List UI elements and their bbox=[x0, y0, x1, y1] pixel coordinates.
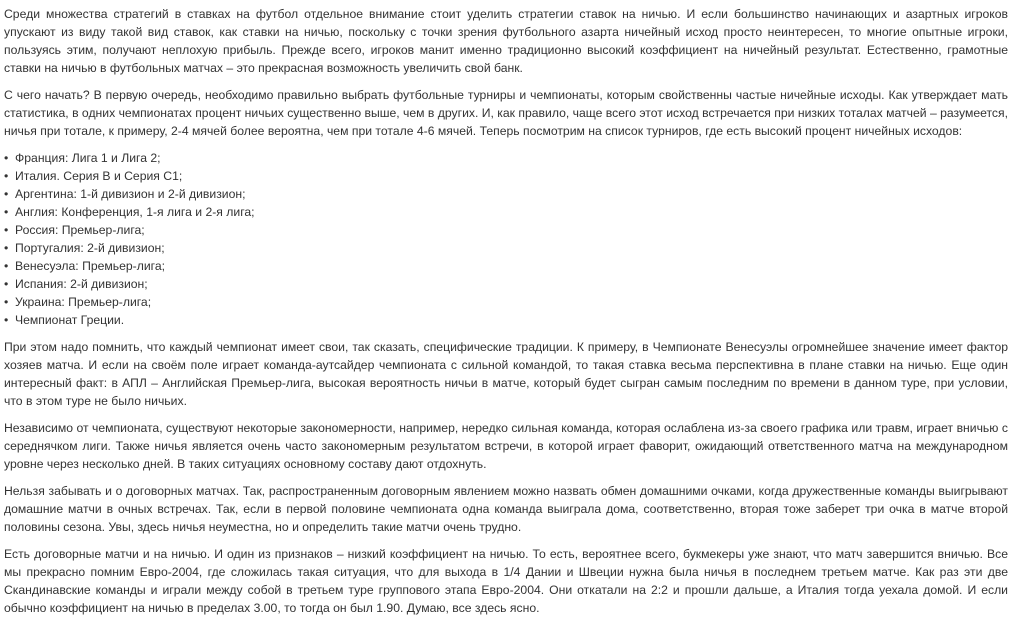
bullet-icon: • bbox=[4, 187, 9, 201]
bullet-icon: • bbox=[4, 295, 9, 309]
list-item-text: Англия: Конференция, 1-я лига и 2-я лига; bbox=[15, 205, 255, 219]
bullet-icon: • bbox=[4, 313, 9, 327]
list-item bbox=[4, 185, 1008, 203]
list-item-text: Украина: Премьер-лига; bbox=[15, 295, 152, 309]
list-item-text: Франция: Лига 1 и Лига 2; bbox=[15, 151, 161, 165]
traditions-paragraph: При этом надо помнить, что каждый чемпионат имеет свои, так сказать, специфические традиции. К примеру, в Чемпионате Венесуэлы огромнейшее значение имеет фактор хозяев матча. И если на своём поле играет команда-аутсайдер чемпионата с сильной командой, то такая ставка весьма перспективна в плане ставки на ничью. Еще один интересный факт: в АПЛ – Английская Премьер-лига, высокая вероятность ничьи в матче, который будет сыгран самым последним по времени в данном туре, при условии, что в этом туре не было ничьих. bbox=[4, 340, 1008, 408]
fixed-matches-paragraph: Нельзя забывать и о договорных матчах. Так, распространенным договорным явлением можно назвать обмен домашними очками, когда дружественные команды выигрывают домашние матчи в очных встречах. Так, если в первой половине чемпионата одна команда выиграла дома, соответственно, вторая тоже заберет три очка в матче второй половины сезона. Увы, здесь ничья неуместна, но и определить такие матчи очень трудно. bbox=[4, 484, 1008, 534]
list-item-text: Венесуэла: Премьер-лига; bbox=[15, 259, 165, 273]
list-item bbox=[4, 275, 1008, 293]
bullet-icon: • bbox=[4, 223, 9, 237]
list-item-text: Чемпионат Греции. bbox=[15, 313, 125, 327]
bullet-icon: • bbox=[4, 259, 9, 273]
list-item bbox=[4, 221, 1008, 239]
intro-paragraph: Среди множества стратегий в ставках на футбол отдельное внимание стоит уделить стратегии ставок на ничью. И если большинство начинающих и азартных игроков упускают из виду такой вид ставок, как ставки на ничью, поскольку с точки зрения футбольного азарта ничейный исход просто неинтересен, то многие опытные игроки, пользуясь этим, получают неплохую прибыль. Прежде всего, игроков манит именно традиционно высокий коэффициент на ничейный результат. Естественно, грамотные ставки на ничью в футбольных матчах – это прекрасная возможность увеличить свой банк. bbox=[4, 7, 1008, 75]
list-item-text: Россия: Премьер-лига; bbox=[15, 223, 145, 237]
list-item-text: Португалия: 2-й дивизион; bbox=[15, 241, 165, 255]
how-to-start-paragraph: С чего начать? В первую очередь, необходимо правильно выбрать футбольные турниры и чемпионаты, которым свойственны частые ничейные исходы. Как утверждает мать статистика, в одних чемпионатах процент ничьих существенно выше, чем в других. И, как правило, чаще всего этот исход встречается при низких тоталах матчей – разумеется, ничья при тотале, к примеру, 2-4 мячей более вероятна, чем при тотале 4-6 мячей. Теперь посмотрим на список турниров, где есть высокий процент ничейных исходов: bbox=[4, 88, 1008, 138]
bullet-icon: • bbox=[4, 151, 9, 165]
list-item bbox=[4, 311, 1008, 329]
list-item-text: Италия. Серия В и Серия С1; bbox=[15, 169, 183, 183]
draw-fixed-matches-paragraph: Есть договорные матчи и на ничью. И один из признаков – низкий коэффициент на ничью. То есть, вероятнее всего, букмекеры уже знают, что матч завершится вничью. Все мы прекрасно помним Евро-2004, где сложилась такая ситуация, что для выхода в 1/4 Дании и Швеции нужна была ничья в последнем третьем матче. Как раз эти две Скандинавские команды и играли между собой в третьем туре группового этапа Евро-2004. Они откатали на 2:2 и прошли дальше, а Италия тогда уехала домой. И если обычно коэффициент на ничью в пределах 3.00, то тогда он был 1.90. Думаю, все здесь ясно. bbox=[4, 547, 1008, 615]
article-body bbox=[4, 5, 1008, 626]
bullet-icon: • bbox=[4, 277, 9, 291]
list-item-text: Испания: 2-й дивизион; bbox=[15, 277, 148, 291]
list-item-text: Аргентина: 1-й дивизион и 2-й дивизион; bbox=[15, 187, 246, 201]
bullet-icon: • bbox=[4, 169, 9, 183]
patterns-paragraph: Независимо от чемпионата, существуют некоторые закономерности, например, нередко сильная команда, которая ослаблена из-за своего графика или травм, играет вничью с середнячком лиги. Также ничья является очень часто закономерным результатом встречи, в которой играет фаворит, ожидающий ответственного матча на международном уровне через несколько дней. В таких ситуациях основному составу дают отдохнуть. bbox=[4, 421, 1008, 471]
list-item bbox=[4, 149, 1008, 167]
tournament-list bbox=[4, 149, 1008, 329]
list-item bbox=[4, 203, 1008, 221]
list-item bbox=[4, 293, 1008, 311]
list-item bbox=[4, 239, 1008, 257]
bullet-icon: • bbox=[4, 241, 9, 255]
bullet-icon: • bbox=[4, 205, 9, 219]
list-item bbox=[4, 257, 1008, 275]
list-item bbox=[4, 167, 1008, 185]
